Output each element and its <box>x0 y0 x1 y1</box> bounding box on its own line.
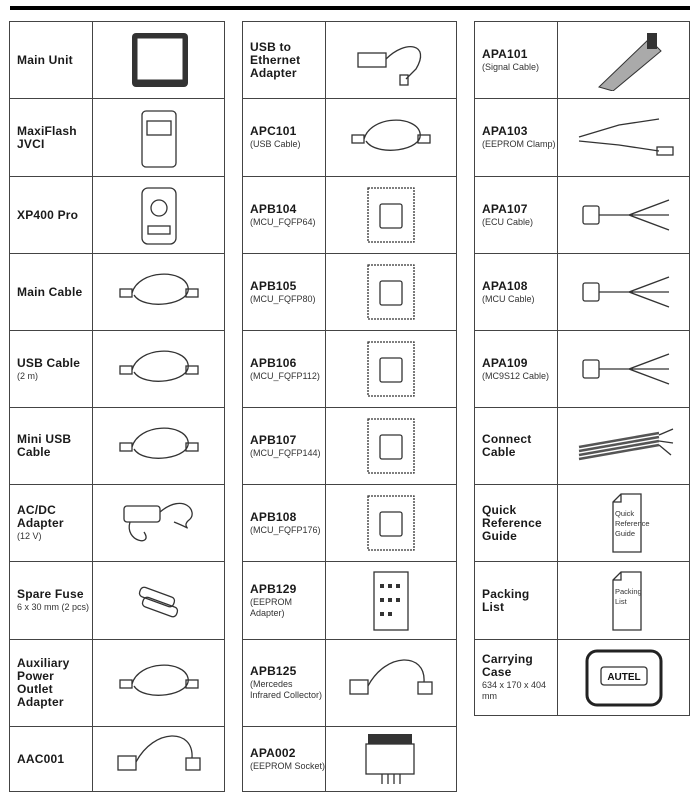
packing-item <box>475 22 689 99</box>
item-label-cell <box>10 22 93 98</box>
case-icon <box>569 647 679 709</box>
item-label-cell <box>243 562 326 639</box>
packing-item <box>475 485 689 562</box>
split-cable-icon <box>569 338 679 400</box>
packing-item <box>10 177 224 254</box>
packing-item <box>243 177 456 254</box>
item-detail: (USB Cable) <box>250 139 301 149</box>
packing-item <box>10 408 224 485</box>
item-name: APB105 <box>250 278 297 293</box>
cable-icon <box>336 107 446 169</box>
chip-board-icon <box>336 492 446 554</box>
item-label-cell <box>475 254 558 330</box>
packing-item <box>10 22 224 99</box>
packing-item <box>475 640 689 716</box>
eeprom-board-icon <box>336 570 446 632</box>
item-image-cell <box>558 562 689 639</box>
item-detail: (MCU_FQFP80) <box>250 293 316 304</box>
item-label-cell <box>243 254 326 330</box>
item-detail: (MCU_FQFP112) <box>250 370 320 381</box>
item-name: APB107 <box>250 432 297 447</box>
item-name: Spare Fuse <box>17 587 84 601</box>
packing-table-1 <box>9 21 225 792</box>
item-image-cell <box>558 22 689 98</box>
item-name: Packing List <box>482 586 530 614</box>
item-label-cell <box>475 331 558 407</box>
item-image-cell <box>558 177 689 253</box>
packing-item <box>243 99 456 177</box>
item-label-cell <box>10 485 93 561</box>
item-name: APA107 <box>482 201 528 216</box>
vci-icon <box>104 107 214 169</box>
item-label-cell <box>243 485 326 561</box>
item-image-cell <box>326 727 456 791</box>
item-name: APB104 <box>250 201 297 216</box>
split-cable-icon <box>569 261 679 323</box>
packing-item <box>10 99 224 177</box>
item-image-cell <box>93 254 224 330</box>
item-label-cell <box>475 177 558 253</box>
item-name: APA101 <box>482 46 528 61</box>
packing-item <box>243 408 456 485</box>
item-label-cell <box>243 727 326 791</box>
item-image-cell <box>558 640 689 715</box>
packing-item <box>10 562 224 640</box>
item-detail: (MCU_FQFP176) <box>250 524 321 535</box>
item-detail: (2 m) <box>17 370 38 381</box>
item-name: APB129 <box>250 581 297 596</box>
cable-icon <box>104 415 214 477</box>
item-detail: 6 x 30 mm (2 pcs) <box>17 602 90 612</box>
item-name: Connect Cable <box>482 432 532 459</box>
programmer-icon <box>104 184 214 246</box>
cable-icon <box>104 338 214 400</box>
chip-board-icon <box>336 415 446 477</box>
packing-item <box>243 331 456 408</box>
ethernet-adapter-icon <box>336 29 446 91</box>
item-detail: (Mercedes Infrared Collector) <box>250 679 323 700</box>
item-name: APA108 <box>482 278 528 293</box>
item-image-cell <box>326 485 456 561</box>
item-detail: (MCU_FQFP64) <box>250 216 316 227</box>
packing-item <box>243 562 456 640</box>
packing-item <box>475 408 689 485</box>
document-icon <box>569 492 679 554</box>
header-rule <box>10 6 690 10</box>
item-label-cell <box>243 640 326 726</box>
case-brand-logo: AUTEL <box>606 671 641 683</box>
item-name: XP400 Pro <box>17 207 79 222</box>
item-label-cell <box>243 99 326 176</box>
document-label-line: List <box>614 596 627 606</box>
item-image-cell <box>326 254 456 330</box>
item-label-cell <box>243 331 326 407</box>
item-label-cell <box>475 408 558 484</box>
packing-item <box>10 640 224 727</box>
item-name: APB108 <box>250 509 297 524</box>
item-label-cell <box>10 254 93 330</box>
packing-item <box>475 99 689 177</box>
item-label-cell <box>475 640 558 715</box>
item-image-cell <box>93 22 224 98</box>
chip-board-icon <box>336 338 446 400</box>
item-image-cell <box>326 99 456 176</box>
item-label-cell <box>475 485 558 561</box>
item-name: Mini USB Cable <box>17 432 72 459</box>
item-image-cell <box>93 331 224 407</box>
item-image-cell <box>326 408 456 484</box>
document-icon <box>569 570 679 632</box>
item-image-cell <box>93 408 224 484</box>
item-image-cell <box>558 331 689 407</box>
power-adapter-icon <box>104 492 214 554</box>
item-name: APA103 <box>482 124 528 138</box>
fuse-icon <box>104 570 214 632</box>
item-name: USB Cable <box>17 355 81 370</box>
item-name: USB to Ethernet Adapter <box>250 39 301 80</box>
item-image-cell <box>93 640 224 726</box>
item-detail: (MCU_FQFP144) <box>250 447 321 458</box>
packing-item <box>475 331 689 408</box>
item-detail: (EEPROM Clamp) <box>482 139 556 149</box>
item-name: APA109 <box>482 355 528 370</box>
item-image-cell <box>93 562 224 639</box>
item-name: AAC001 <box>17 751 65 766</box>
item-label-cell <box>10 99 93 176</box>
packing-item <box>243 727 456 792</box>
cable-icon <box>104 652 214 714</box>
connector-cable-icon <box>104 728 214 790</box>
item-image-cell <box>558 254 689 330</box>
chip-board-icon <box>336 261 446 323</box>
ribbon-cable-icon <box>569 29 679 91</box>
item-name: Main Unit <box>17 52 73 67</box>
item-label-cell <box>10 640 93 726</box>
packing-table-3 <box>474 21 690 716</box>
document-label-line: Packing <box>614 586 642 596</box>
item-name: APB106 <box>250 355 297 370</box>
item-detail: (MC9S12 Cable) <box>482 370 550 381</box>
item-detail: (EEPROM Socket) <box>250 760 326 771</box>
item-name: Carrying Case <box>482 652 533 679</box>
connector-cable-icon <box>336 652 446 714</box>
split-cable-icon <box>569 184 679 246</box>
packing-item <box>10 331 224 408</box>
packing-item <box>10 727 224 792</box>
item-label-cell <box>10 408 93 484</box>
packing-item <box>243 485 456 562</box>
item-name: APA002 <box>250 745 296 760</box>
item-name: AC/DC Adapter <box>17 503 64 530</box>
item-label-cell <box>475 562 558 639</box>
item-label-cell <box>10 562 93 639</box>
wire-bundle-icon <box>569 415 679 477</box>
item-name: APB125 <box>250 664 297 678</box>
chip-board-icon <box>336 184 446 246</box>
tablet-icon <box>104 29 214 91</box>
item-detail: 634 x 170 x 404 mm <box>482 680 547 701</box>
item-image-cell <box>326 562 456 639</box>
packing-item <box>243 22 456 99</box>
document-label-line: Quick <box>614 509 634 518</box>
item-image-cell <box>558 485 689 561</box>
item-name: Auxiliary Power Outlet Adapter <box>17 656 70 709</box>
item-image-cell <box>93 99 224 176</box>
item-image-cell <box>93 485 224 561</box>
item-image-cell <box>93 177 224 253</box>
packing-item <box>243 640 456 727</box>
item-name: APC101 <box>250 124 297 138</box>
item-detail: (12 V) <box>17 531 42 541</box>
item-detail: (ECU Cable) <box>482 216 534 227</box>
packing-item <box>10 485 224 562</box>
packing-item <box>475 254 689 331</box>
document-label-line: Reference <box>614 519 650 528</box>
item-detail: (EEPROM Adapter) <box>250 596 293 618</box>
packing-item <box>475 177 689 254</box>
item-image-cell <box>326 640 456 726</box>
item-image-cell <box>93 727 224 791</box>
item-label-cell <box>243 22 326 98</box>
item-image-cell <box>326 177 456 253</box>
socket-icon <box>336 728 446 790</box>
item-image-cell <box>558 99 689 176</box>
item-image-cell <box>558 408 689 484</box>
item-detail: (Signal Cable) <box>482 61 540 72</box>
document-label-line: Guide <box>614 529 635 538</box>
cable-icon <box>104 261 214 323</box>
packing-item <box>10 254 224 331</box>
item-label-cell <box>10 177 93 253</box>
item-detail: (MCU Cable) <box>482 293 535 304</box>
item-label-cell <box>475 99 558 176</box>
packing-item <box>475 562 689 640</box>
clamp-icon <box>569 107 679 169</box>
item-image-cell <box>326 331 456 407</box>
packing-item <box>243 254 456 331</box>
item-label-cell <box>10 331 93 407</box>
item-label-cell <box>475 22 558 98</box>
item-label-cell <box>243 177 326 253</box>
item-name: Quick Reference Guide <box>482 502 542 543</box>
item-name: Main Cable <box>17 284 83 299</box>
packing-table-2 <box>242 21 457 792</box>
item-label-cell <box>243 408 326 484</box>
item-image-cell <box>326 22 456 98</box>
item-label-cell <box>10 727 93 791</box>
item-name: MaxiFlash JVCI <box>17 123 77 151</box>
